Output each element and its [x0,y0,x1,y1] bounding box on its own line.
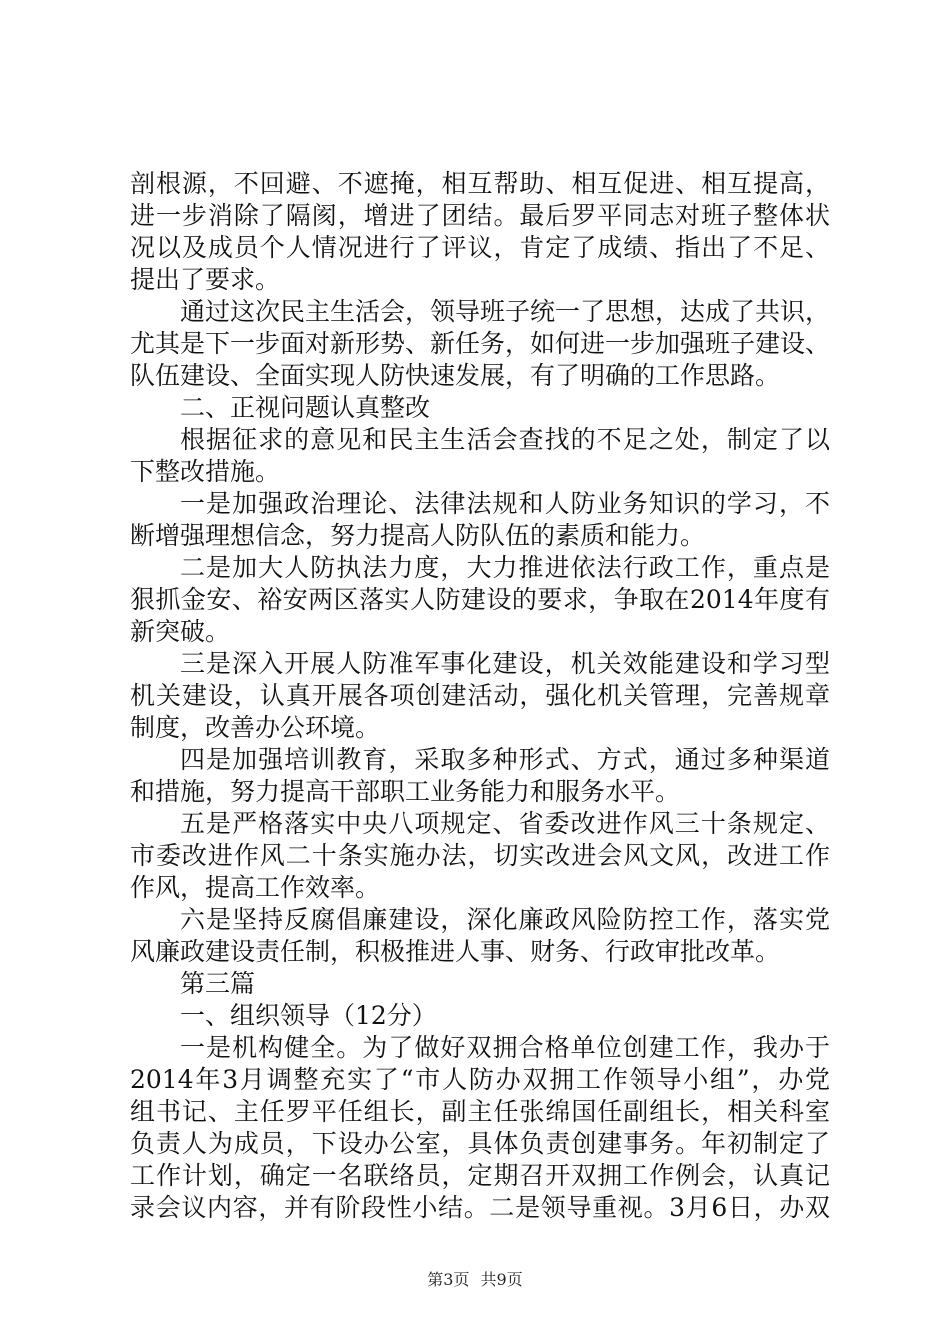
document-body [130,168,830,1224]
text-line: 二是加大人防执法力度，大力推进依法行政工作，重点是 [180,553,830,582]
text-line: 通过这次民主生活会，领导班子统一了思想，达成了共识， [180,297,831,326]
text-line: 进一步消除了隔阂，增进了团结。最后罗平同志对班子整体状 [130,201,830,230]
text-line: 负责人为成员，下设办公室，具体负责创建事务。年初制定了 [130,1129,830,1158]
text-line: 狠抓金安、裕安两区落实人防建设的要求，争取在2014年度有 [130,585,830,614]
text-line: 工作计划，确定一名联络员，定期召开双拥工作例会，认真记 [130,1161,830,1190]
text-line: 下整改措施。 [130,457,281,486]
text-line: 组书记、主任罗平任组长，副主任张绵国任副组长，相关科室 [130,1097,830,1126]
page-total: 共9页 [480,1270,523,1289]
page-footer [0,1270,950,1290]
text-line: 第三篇 [180,969,256,998]
text-line: 市委改进作风二十条实施办法，切实改进会风文风，改进工作 [130,841,830,870]
text-line: 风廉政建设责任制，积极推进人事、财务、行政审批改革。 [130,937,781,966]
text-line: 二、正视问题认真整改 [180,393,431,422]
text-line: 新突破。 [130,617,231,646]
text-line: 况以及成员个人情况进行了评议，肯定了成绩、指出了不足、 [130,233,830,262]
text-line: 制度，改善办公环境。 [130,713,381,742]
text-line: 一、组织领导（12分） [180,1001,437,1030]
text-line: 根据征求的意见和民主生活会查找的不足之处，制定了以 [180,425,830,454]
text-line: 六是坚持反腐倡廉建设，深化廉政风险防控工作，落实党 [180,905,830,934]
text-line: 2014年3月调整充实了“市人防办双拥工作领导小组”，办党 [130,1065,830,1094]
text-line: 剖根源，不回避、不遮掩，相互帮助、相互促进、相互提高， [130,169,830,198]
text-line: 录会议内容，并有阶段性小结。二是领导重视。3月6日，办双 [130,1193,830,1222]
page-number: 第3页 [427,1270,470,1289]
text-line: 作风，提高工作效率。 [130,873,381,902]
text-line: 四是加强培训教育，采取多种形式、方式，通过多种渠道 [180,745,830,774]
text-line: 队伍建设、全面实现人防快速发展，有了明确的工作思路。 [130,361,781,390]
text-line: 尤其是下一步面对新形势、新任务，如何进一步加强班子建设、 [130,329,831,358]
text-line: 三是深入开展人防准军事化建设，机关效能建设和学习型 [180,649,830,678]
text-line: 和措施，努力提高干部职工业务能力和服务水平。 [130,777,681,806]
text-line: 提出了要求。 [130,265,281,294]
text-line: 机关建设，认真开展各项创建活动，强化机关管理，完善规章 [130,681,830,710]
text-line: 五是严格落实中央八项规定、省委改进作风三十条规定、 [180,809,830,838]
text-line: 一是加强政治理论、法律法规和人防业务知识的学习，不 [180,489,830,518]
text-line: 断增强理想信念，努力提高人防队伍的素质和能力。 [130,521,706,550]
text-line: 一是机构健全。为了做好双拥合格单位创建工作，我办于 [180,1033,830,1062]
